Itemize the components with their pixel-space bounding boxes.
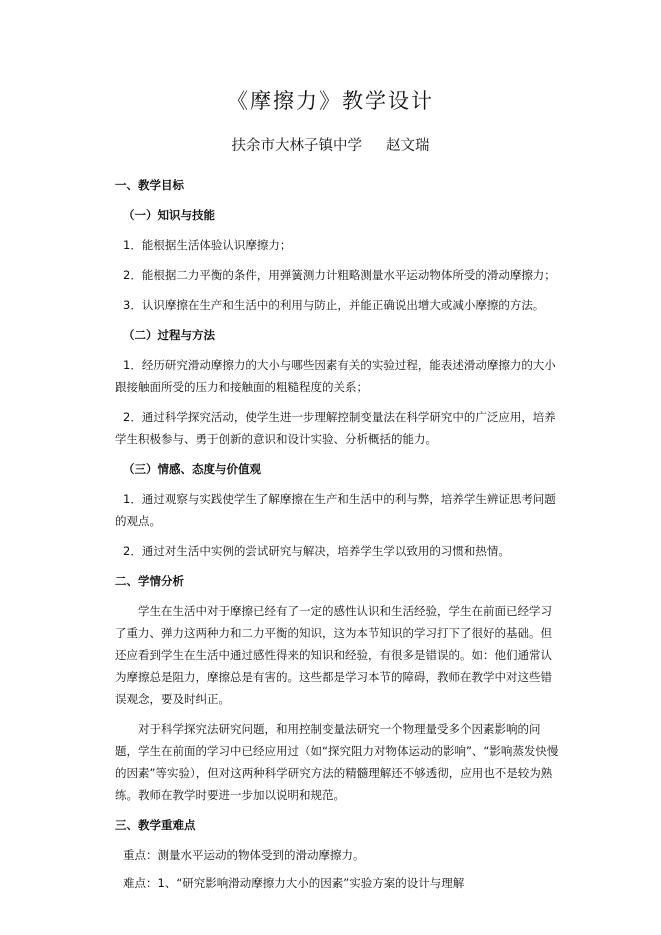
subsection-heading: （一）知识与技能	[123, 208, 215, 222]
subsection-heading: （二）过程与方法	[123, 328, 215, 342]
objective-item: 1．通过观察与实践使学生了解摩擦在生产和生活中的利与弊，培养学生辨证思考问题的观点。	[115, 492, 556, 528]
document-body	[115, 174, 562, 900]
section-heading: 一、教学目标	[115, 178, 184, 192]
objective-item: 1．能根据生活体验认识摩擦力；	[123, 238, 292, 252]
section-heading: 二、学情分析	[115, 574, 184, 588]
document-byline	[0, 134, 661, 155]
objective-item: 2．能根据二力平衡的条件，用弹簧测力计粗略测量水平运动物体所受的滑动摩擦力；	[123, 268, 556, 282]
objective-item: 2．通过科学探究活动，使学生进一步理解控制变量法在科学研究中的广泛应用，培养学生积极参与、勇于创新的意识和设计实验、分析概括的能力。	[115, 410, 556, 446]
school-name: 扶余市大林子镇中学	[231, 138, 362, 154]
objective-item: 3．认识摩擦在生产和生活中的利用与防止，并能正确说出增大或减小摩擦的方法。	[123, 298, 545, 312]
difficulty-point: 难点：1、“研究影响滑动摩擦力大小的因素”实验方案的设计与理解	[123, 876, 465, 890]
paragraph: 学生在生活中对于摩擦已经有了一定的感性认识和生活经验，学生在前面已经学习了重力、弹力这两种力和二力平衡的知识，这为本节知识的学习打下了很好的基础。但还应看到学生在生活中通过感性得来的知识和经验，有很多是错误的。如：他们通常认为摩擦总是阻力，摩擦总是有害的。这些都是学习本节的障碍，教师在教学中对这些错误观念，要及时纠正。	[115, 604, 552, 706]
author-name: 赵文瑞	[386, 138, 430, 154]
objective-item: 1．经历研究滑动摩擦力的大小与哪些因素有关的实验过程，能表述滑动摩擦力的大小跟接触面所受的压力和接触面的粗糙程度的关系；	[115, 358, 556, 394]
section-heading: 三、教学重难点	[115, 818, 196, 832]
paragraph: 对于科学探究法研究问题，和用控制变量法研究一个物理量受多个因素影响的问题，学生在前面的学习中已经应用过（如“探究阻力对物体运动的影响”、“影响蒸发快慢的因素”等实验），但对这两种科学研究方法的精髓理解还不够透彻，应用也不是较为熟练。教师在教学时要进一步加以说明和规范。	[115, 722, 559, 802]
subsection-heading: （三）情感、态度与价值观	[123, 462, 261, 476]
objective-item: 2．通过对生活中实例的尝试研究与解决，培养学生学以致用的习惯和热情。	[123, 544, 510, 558]
key-point: 重点：测量水平运动的物体受到的滑动摩擦力。	[123, 848, 365, 862]
document-title: 《摩擦力》教学设计	[227, 89, 434, 113]
